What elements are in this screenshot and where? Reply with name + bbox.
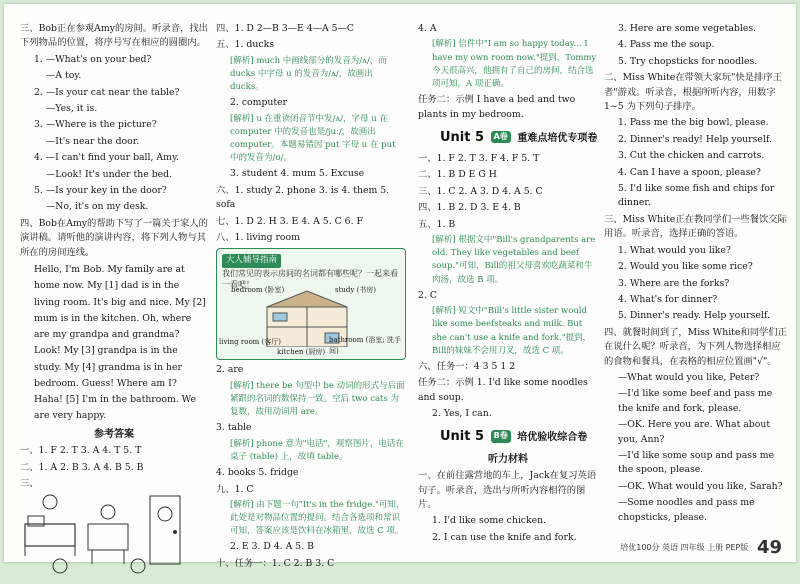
answer-line: 2. C [418,289,437,301]
guide-box [216,248,406,360]
room-sketch [20,494,208,584]
question-title: 四、就餐时间到了，Miss White和同学们正在说什么呢？听录音，为下列人物选择相应的食物和餐具，在表格的相应位置画"√"。 [604,326,787,367]
page-footer [620,537,782,558]
analysis-text: [解析] 由下题一句"It's in the fridge."可知，此处是对物品位置的提问。结合各选项和常识可知，答案应该是饮料在冰箱里，故选 C 项。 [230,499,405,537]
answer-line: 3. Cut the chicken and carrots. [618,150,765,162]
answer-line: 六、1. study 2. phone 3. is 4. them 5. sofa [216,184,390,211]
q3-line: 5. —Is your key in the door? [34,185,167,197]
answer-line: 二、1. B D E G H [418,169,497,181]
answer-line: 五、1. B [418,218,456,230]
unit-number: Unit 5 [440,129,485,145]
room-label: kitchen (厨房) [277,348,326,357]
dialogue-line: —OK. Here you are. What about you, Ann? [618,419,771,445]
speech-text: Hello, I'm Bob. My family are at home now. My [1] dad is in the living room. It's big and nice. My [2] mum is in the kitchen. Oh, where are my grandpa and grandma? Look! My [3] grandpa is in the study. My [4] grandma is in her bedroom. Guess! Where am I? Haha! [5] I'm in the bathroom. We are very happy. [34,264,206,422]
listening-title: 听力材料 [488,453,528,465]
room-label: bathroom (浴室; 洗手间) [329,336,401,356]
q3-line: —Look! It's under the bed. [46,168,173,180]
analysis-text: [解析] u 在重读闭音节中发/ʌ/，字母 u 在 computer 中的发音也是/juː/，故画出 computer。本题易错因 put 字母 u 在 put 中的发音为/ʊ/。 [230,113,396,164]
answer-line: 4. What's for dinner? [618,293,718,305]
answer-line: 5. I'd like some fish and chips for dinner. [618,183,775,209]
q4-title: 四、Bob在Amy的帮助下写了一篇关于家人的演讲稿。请听他的演讲内容，将下列人物与其所在的房间连线。 [20,217,208,258]
answers-line: 三、 [20,478,39,490]
q3-line: 3. —Where is the picture? [34,119,157,131]
q3-title: 三、Bob正在参观Amy的房间。听录音，找出下列物品的位置，将序号写在相应的圆圈内。 [20,23,208,49]
analysis-text: [解析] phone 意为"电话"，观察图片，电话在桌子 (table) 上，故填 table。 [230,438,404,462]
answer-line: 3. table [216,422,252,434]
answer-line: 2. are [216,364,244,376]
q3-line: —A toy. [46,70,82,82]
q3-line: —No, it's on my desk. [46,201,149,213]
answer-line: 四、1. D 2—B 3—E 4—A 5—C [216,23,354,34]
answers-line: 二、1. A 2. B 3. A 4. B 5. B [20,461,144,473]
analysis-text: [解析] 短文中"Bill's little sister would like some beefsteaks and milk. But she can't use a knife and fork."提到，Bill的妹妹不会用刀叉，故选 C 项。 [432,306,592,356]
answer-line: 4. books 5. fridge [216,467,299,479]
column-1 [20,22,208,584]
dialogue-line: —I'd like some soup and pass me the spoon, please. [618,449,775,476]
room-label: study (书房) [335,286,377,295]
question-title: 三、Miss White正在教同学们一些餐饮交际用语。听录音，选择正确的答语。 [604,213,787,240]
footer-text: 培优100分 英语 四年级 上册 PEP版 [620,543,749,552]
room-label: living room (客厅) [219,338,281,347]
column-2 [216,22,406,573]
answer-line: 1. I'd like some chicken. [432,515,547,527]
q3-line: 2. —Is your cat near the table? [34,86,180,98]
paper-badge: A卷 [491,131,511,143]
dialogue-line: —OK. What would you like, Sarah? [618,480,783,492]
paper-badge: B卷 [491,430,511,442]
answer-line: 三、1. C 2. A 3. D 4. A 5. C [418,185,543,197]
answer-line: 1. What would you like? [618,244,731,256]
answer-line: 八、1. living room [216,232,300,244]
answer-line: 2. computer [230,97,288,109]
q3-line: 1. —What's on your bed? [34,53,152,65]
answer-line: 六、任务一：4 3 5 1 2 [418,360,516,372]
answer-line: 5. Try chopsticks for noodles. [618,55,758,67]
answer-line: 5. Dinner's ready. Help yourself. [618,310,770,322]
answer-line: 七、1. D 2. H 3. E 4. A 5. C 6. F [216,215,363,227]
answer-line: 4. A [418,23,437,34]
answer-line: 3. student 4. mum 5. Excuse [230,168,365,180]
answer-line: 4. Pass me the soup. [618,39,715,51]
analysis-text: [解析] 信件中"I am so happy today... I have my own room now."提到，Tommy今天很高兴，他拥有了自己的房间，结合选项可知，A 项正确。 [432,39,597,89]
column-4 [604,22,788,527]
answer-line: 五、1. ducks [216,39,274,51]
answer-line: 任务二：示例 1. I'd like some noodles and soup. [418,377,588,403]
answer-line: 一、在前往露营地的车上，Jack在复习英语句子。听录音，选出与所听内容相符的图片。 [418,470,597,510]
unit-number: Unit 5 [440,429,485,445]
dialogue-line: —Some noodles and pass me chopsticks, please. [618,497,755,523]
answers-line: 一、1. F 2. T 3. A 4. T 5. T [20,445,142,457]
answer-line: 2. Yes, I can. [432,408,492,420]
answer-line: 2. Would you like some rice? [618,261,753,273]
answer-page [4,4,796,569]
answer-line: 2. I can use the knife and fork. [432,531,577,543]
unit-title: 重难点培优专项卷 [517,132,598,144]
answers-title: 参考答案 [94,428,134,440]
answer-line: 四、1. B 2. D 3. E 4. B [418,202,521,214]
q3-line: —It's near the door. [46,135,140,147]
answer-line: 3. Here are some vegetables. [618,23,757,34]
answer-line: 一、1. F 2. T 3. F 4. F 5. T [418,153,540,165]
question-title: 二、Miss White在带领大家玩"快是排序王者"游戏。听录音，根据所听内容，用数字 1~5 为下列句子排序。 [604,72,782,113]
answer-line: 2. Dinner's ready! Help yourself. [618,133,772,145]
analysis-text: [解析] 根据文中"Bill's grandparents are old. They like vegetables and beef soup."可知，Bill的祖父母喜欢吃蔬菜和牛肉汤，故选 B 项。 [432,235,596,285]
page-number: 49 [756,537,782,558]
q3-line: —Yes, it is. [46,103,98,115]
answer-line: 任务二：示例 I have a bed and two plants in my bedroom. [418,94,576,120]
column-3 [418,22,598,547]
q3-line: 4. —I can't find your ball, Amy. [34,152,179,164]
answer-line: 九、1. C [216,483,254,495]
answer-line: 1. Pass me the big bowl, please. [618,117,769,129]
dialogue-line: —What would you like, Peter? [618,371,760,383]
answer-line: 十、任务一：1. C 2. B 3. C [216,557,335,569]
answer-line: 3. Where are the forks? [618,277,730,289]
unit-heading [440,427,598,447]
unit-title: 培优验收综合卷 [517,432,588,444]
analysis-text: [解析] there be 句型中 be 动词的形式与后面紧跟的名词的数保持一致。空后 two cats 为复数，故用动词用 are。 [230,380,405,418]
dialogue-line: —I'd like some beef and pass me the knife and fork, please. [618,388,773,414]
analysis-text: [解析] much 中画线部分的发音为/ʌ/，而 ducks 中字母 u 的发音为/ʌ/，故画出 ducks。 [230,55,387,93]
unit-heading [440,128,598,148]
answer-line: 4. Can I have a spoon, please? [618,166,761,178]
answer-line: 2. E 3. D 4. A 5. B [230,541,314,553]
guide-box-text: 我们常见的表示房间的名词都有哪些呢？一起来看一看吧！ [222,268,398,290]
guide-box-title: 大人辅导指南 [222,254,281,267]
room-label: bedroom (卧室) [231,286,285,295]
room-illustration [20,494,200,574]
